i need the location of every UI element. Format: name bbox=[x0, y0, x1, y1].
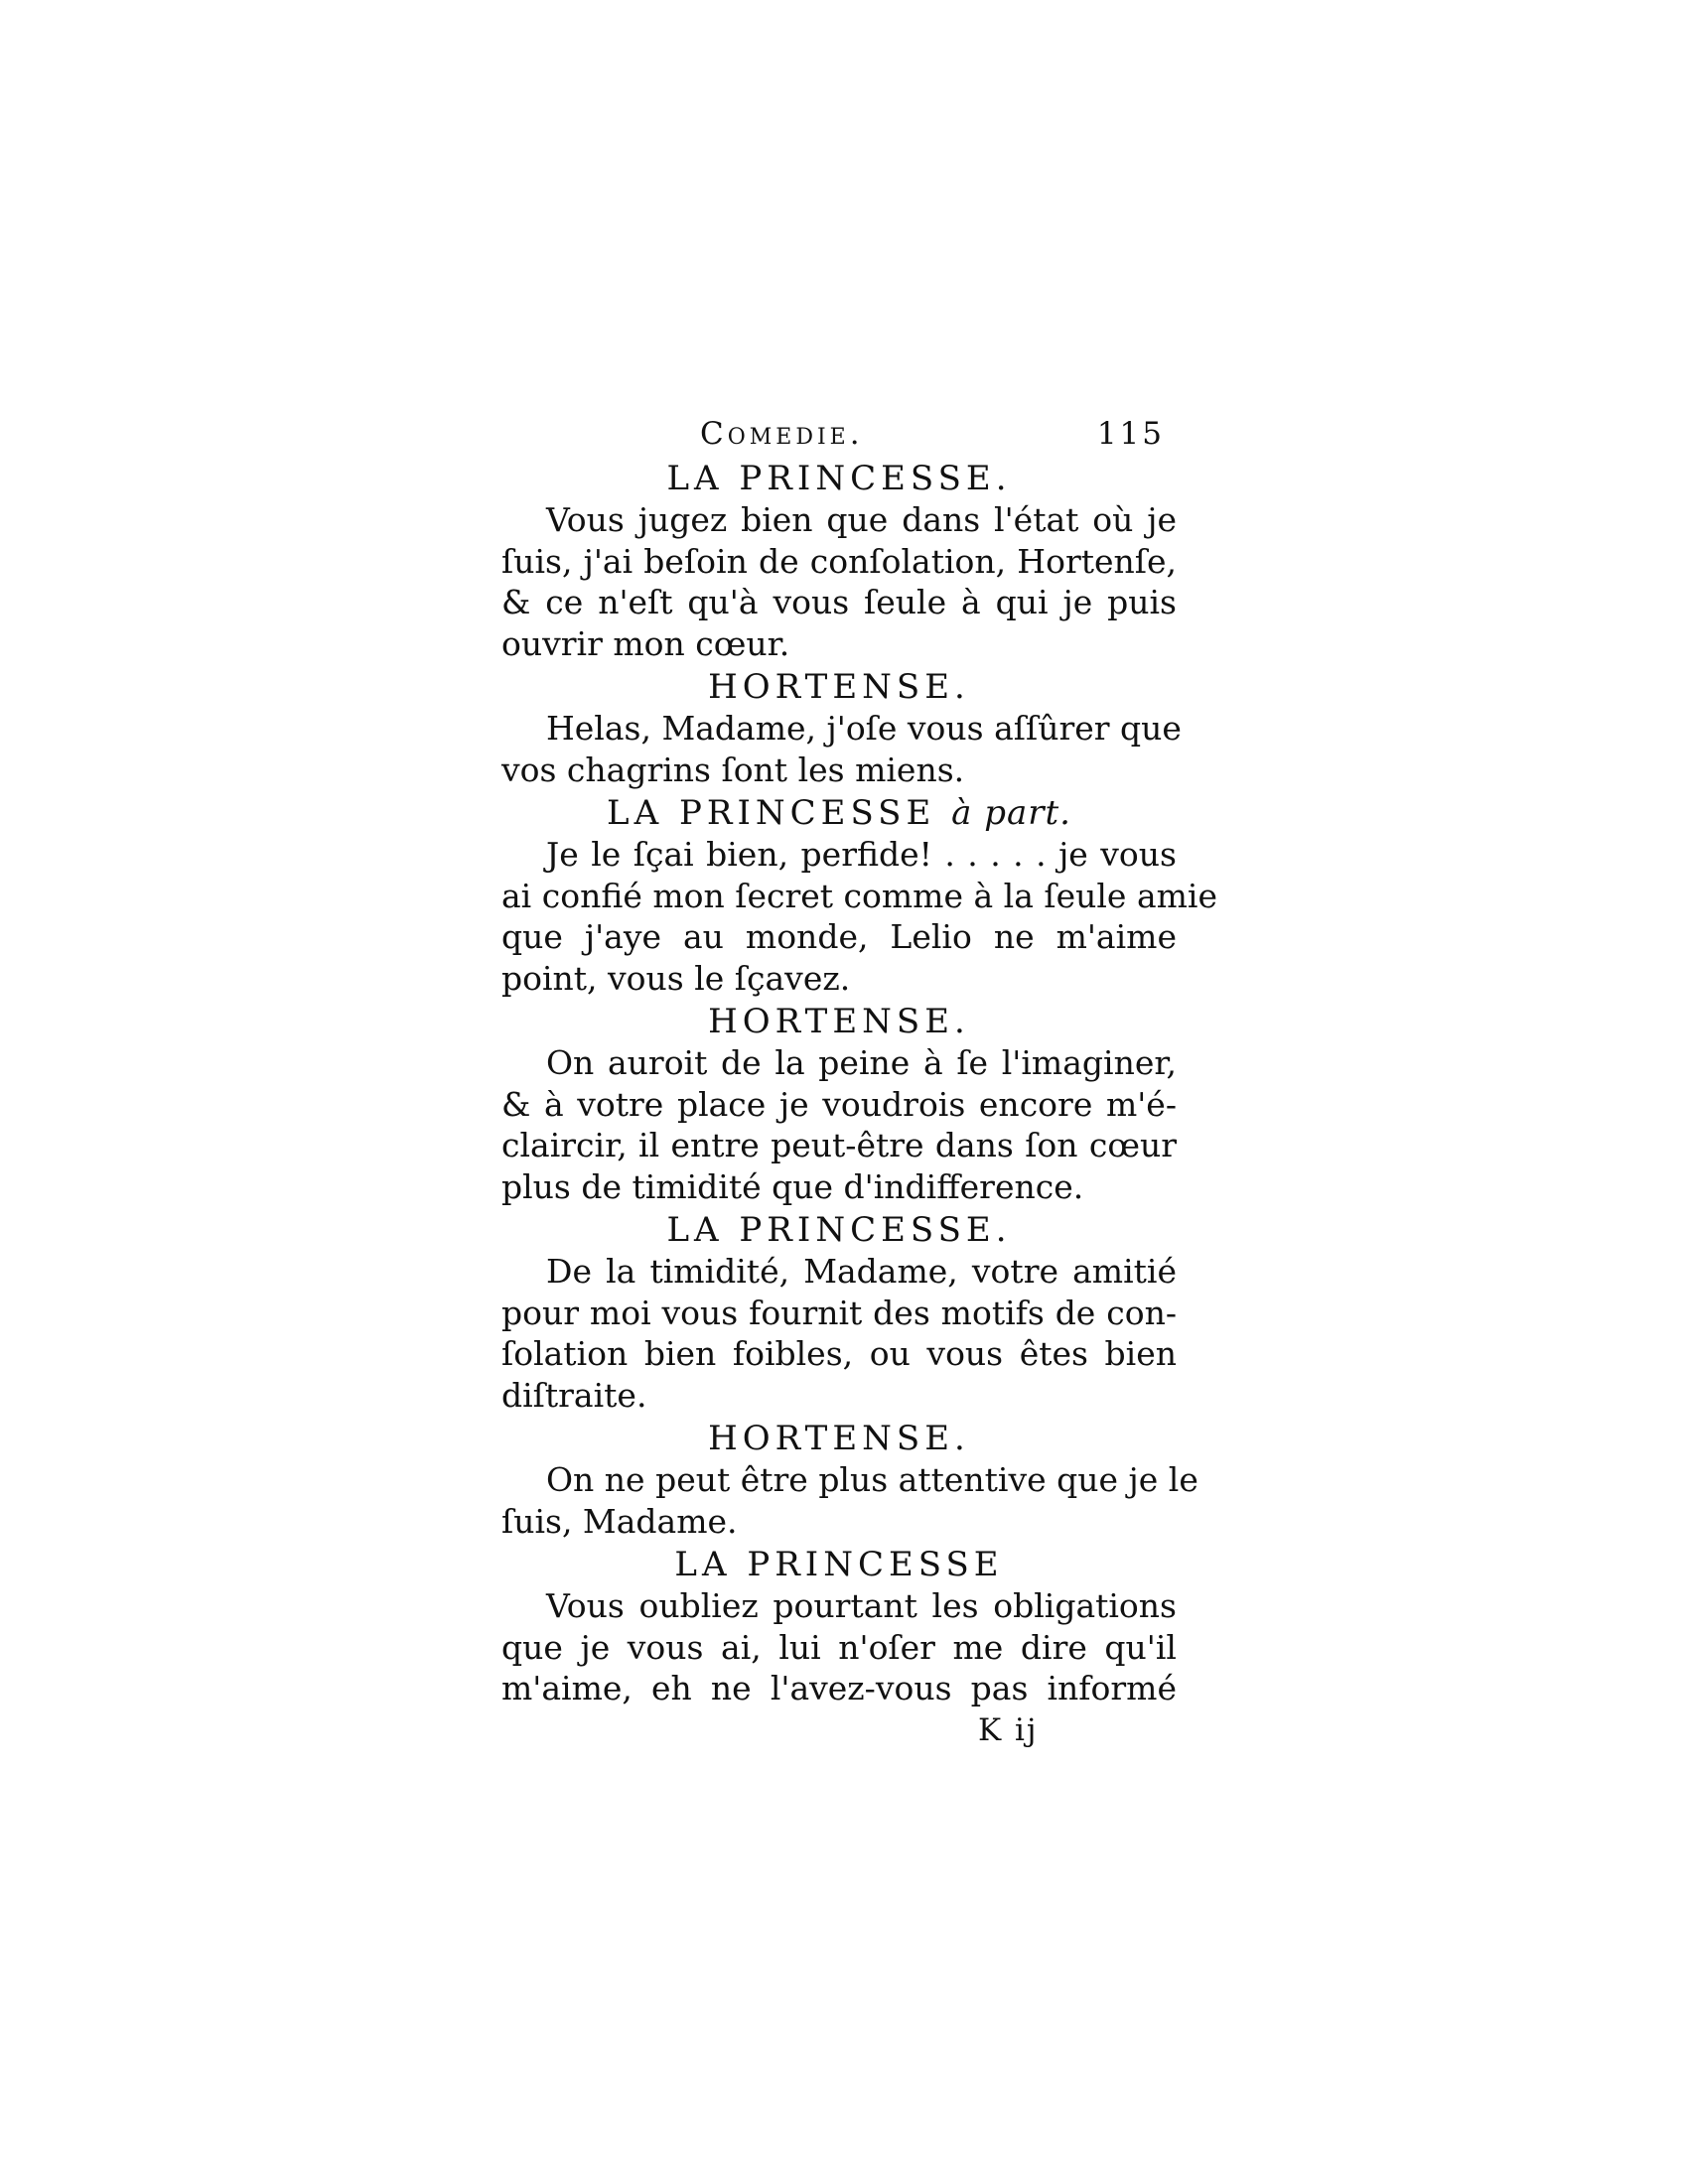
text-line: claircir, il entre peut-être dans ſon cœur bbox=[501, 1126, 1177, 1164]
text-line: On auroit de la peine à ſe l'imaginer, bbox=[546, 1043, 1177, 1082]
text-line: ſuis, Madame. bbox=[501, 1501, 738, 1541]
speaker-name: HORTENSE. bbox=[708, 667, 970, 707]
stage-direction: à part. bbox=[951, 793, 1071, 833]
speaker-name: LA PRINCESSE bbox=[674, 1545, 1004, 1584]
speech bbox=[501, 792, 1217, 999]
text-line: Vous oubliez pourtant les obligations bbox=[546, 1586, 1177, 1625]
running-title: Comedie. bbox=[700, 416, 864, 452]
speaker-name: LA PRINCESSE. bbox=[666, 1210, 1012, 1250]
text-line: Je le ſçai bien, perfide! . . . . . je vous bbox=[546, 835, 1177, 874]
speaker-name: LA PRINCESSE bbox=[607, 793, 936, 833]
speaker-name: HORTENSE. bbox=[708, 1419, 970, 1458]
speaker-heading bbox=[501, 792, 1177, 834]
speech bbox=[501, 1209, 1177, 1416]
page-number: 115 bbox=[1096, 416, 1165, 452]
speech bbox=[501, 1544, 1177, 1709]
text-line: pour moi vous fournit des motifs de con- bbox=[501, 1293, 1177, 1332]
text-line: que j'aye au monde, Lelio ne m'aime bbox=[501, 917, 1177, 956]
speech bbox=[501, 1001, 1177, 1207]
text-line: Vous jugez bien que dans l'état où je bbox=[546, 500, 1177, 539]
text-line: plus de timidité que d'indifference. bbox=[501, 1166, 1084, 1206]
text-line: que je vous ai, lui n'oſer me dire qu'il bbox=[501, 1627, 1177, 1667]
speech bbox=[501, 458, 1177, 664]
text-line: On ne peut être plus attentive que je le bbox=[546, 1460, 1198, 1499]
running-head bbox=[501, 412, 1177, 456]
text-line: ai confié mon ſecret comme à la ſeule amie bbox=[501, 876, 1217, 915]
signature-mark: K ij bbox=[978, 1711, 1039, 1748]
speech bbox=[501, 666, 1182, 790]
book-page bbox=[501, 412, 1217, 1751]
speaker-name: LA PRINCESSE. bbox=[666, 459, 1012, 498]
text-line: ſolation bien foibles, ou vous êtes bien bbox=[501, 1334, 1177, 1373]
text-line: & ce n'eſt qu'à vous ſeule à qui je puis bbox=[501, 583, 1177, 621]
speaker-name: HORTENSE. bbox=[708, 1002, 970, 1041]
text-line: diſtraite. bbox=[501, 1375, 647, 1415]
text-line: m'aime, eh ne l'avez-vous pas informé bbox=[501, 1669, 1177, 1707]
signature-row bbox=[501, 1709, 1177, 1751]
text-line: point, vous le ſçavez. bbox=[501, 958, 851, 998]
speech bbox=[501, 1418, 1198, 1542]
text-line: De la timidité, Madame, votre amitié bbox=[546, 1252, 1177, 1291]
text-line: Helas, Madame, j'oſe vous aſſûrer que bbox=[546, 709, 1182, 748]
text-line: ouvrir mon cœur. bbox=[501, 623, 790, 663]
text-line: vos chagrins ſont les miens. bbox=[501, 750, 965, 789]
text-line: ſuis, j'ai beſoin de conſolation, Hortenſe, bbox=[501, 541, 1177, 581]
text-line: & à votre place je voudrois encore m'é- bbox=[501, 1084, 1177, 1124]
